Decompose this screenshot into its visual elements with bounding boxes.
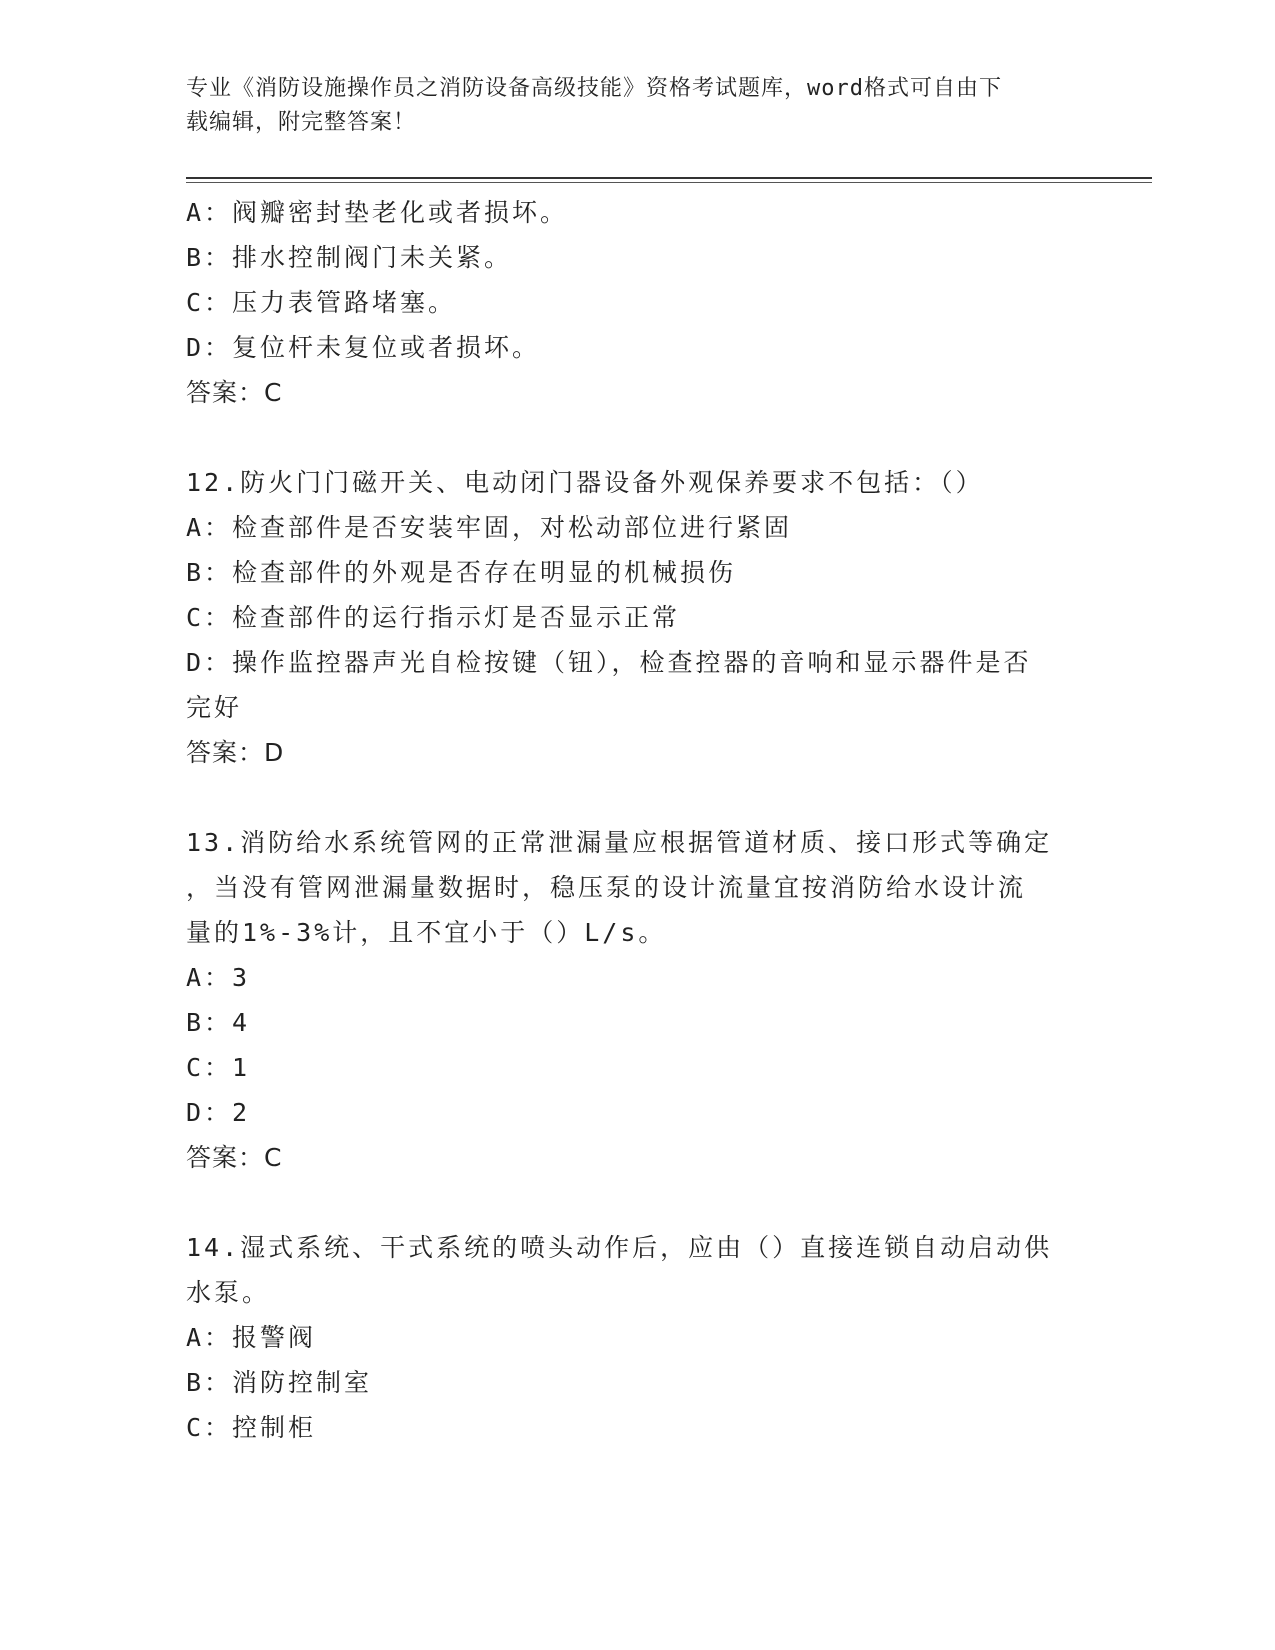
document-body xyxy=(186,190,1086,1450)
option-a: A：3 xyxy=(186,963,251,992)
document-header xyxy=(186,72,1086,140)
header-line-1: 专业《消防设施操作员之消防设备高级技能》资格考试题库，word格式可自由下 xyxy=(186,76,1002,101)
option-c: C：压力表管路堵塞。 xyxy=(186,288,457,317)
option-c: C：1 xyxy=(186,1053,251,1082)
option-d: D：复位杆未复位或者损坏。 xyxy=(186,333,541,362)
question-stem: 13.消防给水系统管网的正常泄漏量应根据管道材质、接口形式等确定 xyxy=(186,828,1053,857)
question-12 xyxy=(186,460,1086,775)
question-13 xyxy=(186,820,1086,1180)
option-b: B：排水控制阀门未关紧。 xyxy=(186,243,513,272)
option-a: A：阀瓣密封垫老化或者损坏。 xyxy=(186,198,569,227)
header-line-2: 载编辑，附完整答案！ xyxy=(186,110,417,135)
question-11-tail xyxy=(186,190,1086,415)
header-divider-thin xyxy=(186,182,1152,183)
answer-line: 答案：D xyxy=(186,738,285,767)
answer-line: 答案：C xyxy=(186,378,283,407)
option-c: C：检查部件的运行指示灯是否显示正常 xyxy=(186,603,681,632)
question-stem: 14.湿式系统、干式系统的喷头动作后，应由（）直接连锁自动启动供 xyxy=(186,1233,1053,1262)
question-stem: 水泵。 xyxy=(186,1278,271,1307)
spacer xyxy=(186,775,1086,820)
spacer xyxy=(186,415,1086,460)
option-a: A：报警阀 xyxy=(186,1323,317,1352)
option-b: B：消防控制室 xyxy=(186,1368,373,1397)
option-d-continued: 完好 xyxy=(186,693,243,722)
option-d: D：操作监控器声光自检按键（钮），检查控器的音响和显示器件是否 xyxy=(186,648,1032,677)
question-stem: ，当没有管网泄漏量数据时，稳压泵的设计流量宜按消防给水设计流 xyxy=(186,873,1027,902)
header-divider-thick xyxy=(186,177,1152,179)
spacer xyxy=(186,1180,1086,1225)
question-stem: 量的1%-3%计，且不宜小于（）L/s。 xyxy=(186,918,667,947)
answer-line: 答案：C xyxy=(186,1143,283,1172)
question-14 xyxy=(186,1225,1086,1450)
option-b: B：4 xyxy=(186,1008,251,1037)
option-c: C：控制柜 xyxy=(186,1413,317,1442)
option-d: D：2 xyxy=(186,1098,251,1127)
option-a: A：检查部件是否安装牢固，对松动部位进行紧固 xyxy=(186,513,793,542)
question-stem: 12.防火门门磁开关、电动闭门器设备外观保养要求不包括：（） xyxy=(186,468,984,497)
option-b: B：检查部件的外观是否存在明显的机械损伤 xyxy=(186,558,737,587)
